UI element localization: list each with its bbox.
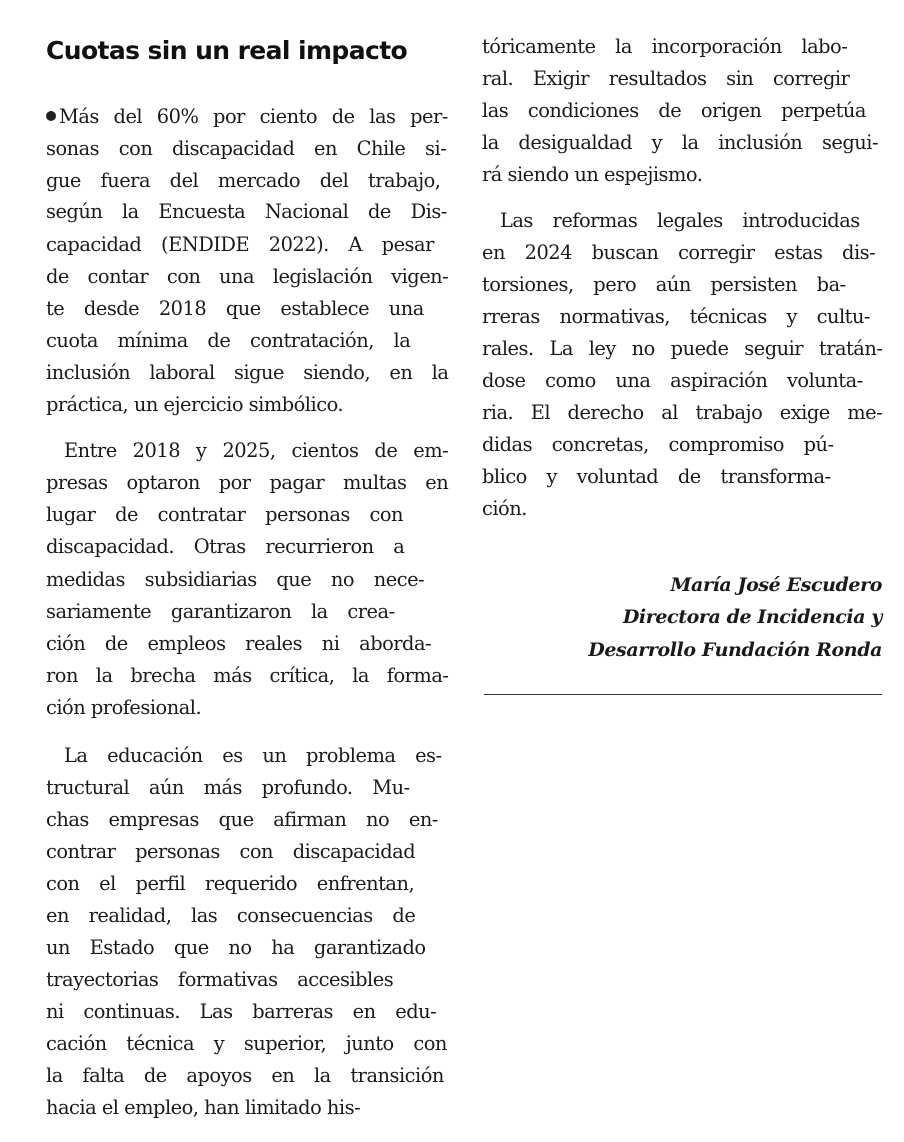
text-line-content: ron la brecha más crítica, la forma- (46, 664, 449, 687)
text-line (46, 473, 448, 492)
text-line (46, 874, 414, 893)
text-line-content: según la Encuesta Nacional de Dis- (46, 200, 447, 223)
text-line-content: Entre 2018 y 2025, cientos de em- (64, 439, 449, 462)
text-line (46, 970, 393, 989)
text-line-content: ción profesional. (46, 696, 202, 719)
text-line (46, 395, 343, 414)
text-line (482, 499, 527, 518)
text-line (482, 69, 849, 88)
text-line-content: Más del 60% por ciento de las per- (59, 105, 448, 128)
text-line-content: dose como una aspiración volunta- (482, 369, 863, 392)
text-line-content: rreras normativas, técnicas y cultu- (482, 305, 870, 328)
text-line-content: ni continuas. Las barreras en edu- (46, 1000, 437, 1023)
text-line (482, 37, 847, 56)
text-line-content: rá siendo un espejismo. (482, 163, 703, 186)
bullet-icon (46, 111, 56, 121)
text-line-content: la desigualdad y la inclusión segui- (482, 131, 879, 154)
text-line (482, 165, 702, 184)
text-line (46, 634, 431, 653)
text-line (64, 746, 442, 765)
text-line-content: sariamente garantizaron la crea- (46, 600, 395, 623)
text-line (482, 275, 846, 294)
text-line-content: ria. El derecho al trabajo exige me- (482, 401, 883, 424)
text-line-content: trayectorias formativas accesibles (46, 968, 394, 991)
text-line (46, 842, 415, 861)
text-line-content: hacia el empleo, han limitado his- (46, 1096, 361, 1119)
text-line (46, 202, 447, 221)
text-line (46, 267, 448, 286)
text-line-content: tóricamente la incorporación labo- (482, 35, 848, 58)
text-line-content: tructural aún más profundo. Mu- (46, 776, 410, 799)
text-line-content: didas concretas, compromiso pú- (482, 433, 834, 456)
text-line-content: presas optaron por pagar multas en (46, 471, 449, 494)
text-line-content: La educación es un problema es- (64, 744, 442, 767)
text-line-content: chas empresas que afirman no en- (46, 808, 438, 831)
text-line (482, 435, 834, 454)
text-line-content: con el perfil requerido enfrentan, (46, 872, 415, 895)
text-line (482, 307, 870, 326)
text-line (46, 906, 415, 925)
text-line (482, 243, 875, 262)
text-line-content: gue fuera del mercado del trabajo, (46, 169, 441, 192)
text-line (64, 441, 448, 460)
text-line-content: las condiciones de origen perpetúa (482, 99, 866, 122)
author-name: María José Escudero (670, 574, 882, 596)
text-line-content: blico y voluntad de transforma- (482, 465, 831, 488)
text-line (46, 1002, 436, 1021)
text-line (46, 505, 403, 524)
text-line-content: lugar de contratar personas con (46, 503, 404, 526)
text-line-content: discapacidad. Otras recurrieron a (46, 535, 405, 558)
text-line (46, 938, 426, 957)
text-line-content: un Estado que no ha garantizado (46, 936, 426, 959)
text-line-content: de contar con una legislación vigen- (46, 265, 449, 288)
text-line (46, 171, 440, 190)
text-line-content: ción. (482, 497, 527, 520)
author-role-line-1: Directora de Incidencia y (622, 606, 882, 628)
text-line (500, 211, 860, 230)
text-line-content: en 2024 buscan corregir estas dis- (482, 241, 876, 264)
text-line-content: te desde 2018 que establece una (46, 297, 424, 320)
text-line-content: en realidad, las consecuencias de (46, 904, 416, 927)
text-line (46, 698, 201, 717)
text-line-content: rales. La ley no puede seguir tratán- (482, 337, 883, 360)
text-line (46, 331, 410, 350)
text-line (482, 467, 831, 486)
text-line-content: ral. Exigir resultados sin corregir (482, 67, 850, 90)
text-line (482, 101, 866, 120)
text-line (482, 133, 878, 152)
text-line-content: sonas con discapacidad en Chile si- (46, 137, 447, 160)
text-line-content: la falta de apoyos en la transición (46, 1064, 444, 1087)
text-line (46, 537, 404, 556)
text-line-content: Las reformas legales introducidas (500, 209, 860, 232)
text-line (46, 1066, 444, 1085)
text-line (46, 1098, 360, 1117)
text-line-content: torsiones, pero aún persisten ba- (482, 273, 846, 296)
text-line-content: práctica, un ejercicio simbólico. (46, 393, 344, 416)
text-line (46, 299, 424, 318)
text-line (46, 810, 438, 829)
divider-rule (484, 694, 882, 695)
text-line-content: cuota mínima de contratación, la (46, 329, 411, 352)
text-line (46, 778, 410, 797)
text-line (46, 235, 434, 254)
text-line (46, 363, 448, 382)
text-line (46, 570, 424, 589)
text-line (482, 339, 882, 358)
text-line (482, 403, 882, 422)
author-role-line-2: Desarrollo Fundación Ronda (588, 639, 882, 661)
text-line (46, 107, 448, 126)
text-line (46, 139, 446, 158)
text-line-content: inclusión laboral sigue siendo, en la (46, 361, 449, 384)
text-line-content: contrar personas con discapacidad (46, 840, 416, 863)
text-line (46, 1034, 447, 1053)
text-line-content: ción de empleos reales ni aborda- (46, 632, 432, 655)
text-line-content: medidas subsidiarias que no nece- (46, 568, 425, 591)
text-line (46, 602, 395, 621)
text-line-content: cación técnica y superior, junto con (46, 1032, 447, 1055)
text-line-content: capacidad (ENDIDE 2022). A pesar (46, 233, 434, 256)
headline: Cuotas sin un real impacto (46, 36, 408, 65)
text-line (482, 371, 863, 390)
text-line (46, 666, 448, 685)
